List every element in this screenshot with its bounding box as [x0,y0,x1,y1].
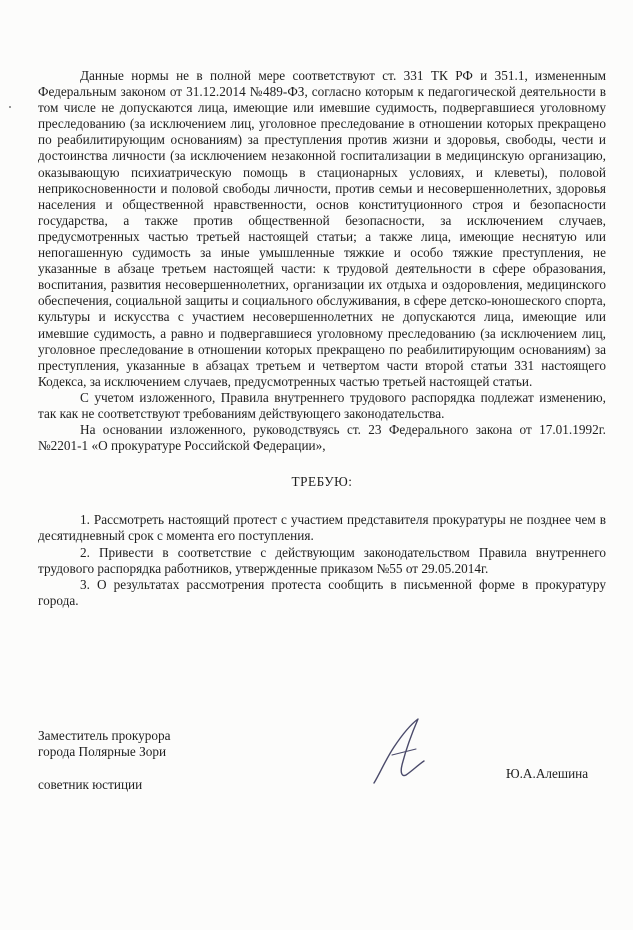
demand-item-2: 2. Привести в соответствие с действующим законодательством Правила внутреннего трудового распорядка работников, утвержденные приказом №55 от 29.05.2014г. [38,544,606,576]
paragraph-basis: На основании изложенного, руководствуясь ст. 23 Федерального закона от 17.01.1992г. №2201-1 «О прокуратуре Российской Федерации», [38,422,606,454]
signature-block [38,728,171,793]
signatory-name: Ю.А.Алешина [506,766,589,781]
paragraph-norms: Данные нормы не в полной мере соответствуют ст. 331 ТК РФ и 351.1, измененным Федеральным законом от 31.12.2014 №489-ФЗ, согласно которым к педагогической деятельности в том числе не допускаются лица, имеющие или имевшие судимость, подвергавшиеся уголовному преследованию (за исключением лиц, уголовное преследование в отношении которых прекращено по реабилитирующим основаниям) за преступления против жизни и здоровья, свободы, чести и достоинства личности (за исключением незаконной госпитализации в медицинскую организацию, оказывающую психиатрическую помощь в стационарных условиях, и клеветы), половой неприкосновенности и половой свободы личности, против семьи и несовершеннолетних, здоровья населения и общественной нравственности, основ конституционного строя и безопасности государства, а также против общественной безопасности, за исключением случаев, предусмотренных частью третьей настоящей статьи; а также лица, имеющие неснятую или непогашенную судимость за иные умышленные тяжкие и особо тяжкие преступления, не указанные в абзаце третьем настоящей части: к трудовой деятельности в сфере образования, воспитания, развития несовершеннолетних, организации их отдыха и оздоровления, медицинского обеспечения, социальной защиты и социального обслуживания, в сфере детско-юношеского спорта, культуры и искусства с участием несовершеннолетних не допускаются лица, имеющие или имевшие судимость, а равно и подвергавшиеся уголовному преследованию (за исключением лиц, уголовное преследование в отношении которых прекращено по реабилитирующим основаниям) за преступления, указанные в абзацах третьем и четвертом части второй статьи 331 настоящего Кодекса, за исключением случаев, предусмотренных частью третьей настоящей статьи. [38,68,606,389]
paragraph-conclusion: С учетом изложенного, Правила внутреннего трудового распорядка подлежат изменению, так как не соответствуют требованиям действующего законодательства. [38,389,606,421]
document-body [38,68,606,609]
scan-speck [9,106,11,108]
signatory-city: города Полярные Зори [38,744,167,760]
signatory-position: Заместитель прокурора [38,728,171,743]
demand-item-1: 1. Рассмотреть настоящий протест с участием представителя прокуратуры не позднее чем в десятидневный срок с момента его поступления. [38,512,606,544]
demand-heading: ТРЕБУЮ: [291,474,353,490]
handwritten-signature [372,715,428,787]
signatory-rank: советник юстиции [38,776,143,792]
demand-item-3: 3. О результатах рассмотрения протеста сообщить в письменной форме в прокуратуру города. [38,576,606,608]
